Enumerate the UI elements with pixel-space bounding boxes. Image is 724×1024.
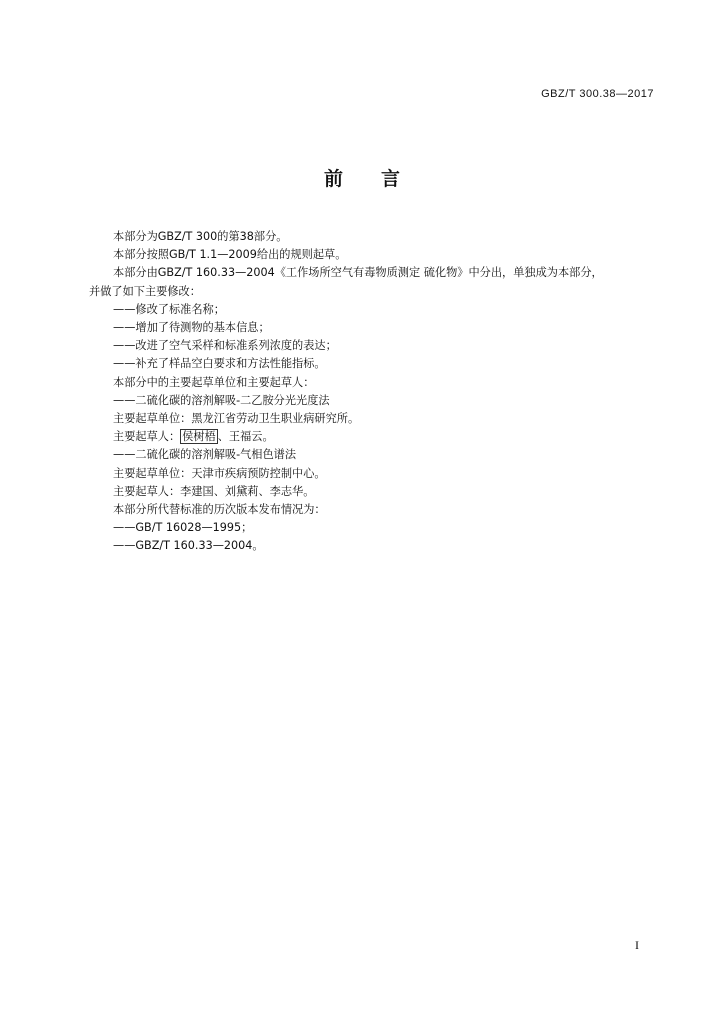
standard-number: GBZ/T 300.38—2017 [541,88,654,100]
list-item: ——GB/T 16028—1995； [113,521,253,535]
list-item: ——二硫化碳的溶剂解吸-气相色谱法 [113,448,297,462]
page-number: I [635,938,639,952]
list-item: ——改进了空气采样和标准系列浓度的表达； [113,339,337,353]
paragraph-continuation: 并做了如下主要修改： [89,284,201,298]
paragraph: 主要起草单位：黑龙江省劳动卫生职业病研究所。 [113,412,360,426]
page-title: 前言 [323,168,438,190]
paragraph: 本部分所代替标准的历次版本发布情况为： [113,503,326,517]
list-item: ——修改了标准名称； [113,302,225,316]
document-body [89,228,669,556]
list-item: ——二硫化碳的溶剂解吸-二乙胺分光光度法 [113,393,330,407]
drafters-label: 主要起草人： [113,430,181,444]
paragraph: 主要起草单位：天津市疾病预防控制中心。 [113,466,326,480]
paragraph: 本部分由GBZ/T 160.33—2004《工作场所空气有毒物质测定 硫化物》中分出，单独成为本部分， [113,266,603,280]
drafters-line [89,428,669,446]
highlighted-name[interactable]: 侯树梧 [182,430,216,444]
list-item: ——增加了待测物的基本信息； [113,321,270,335]
paragraph: 本部分中的主要起草单位和主要起草人： [113,375,315,389]
paragraph: 本部分为GBZ/T 300的第38部分。 [113,230,288,243]
list-item: ——补充了样品空白要求和方法性能指标。 [113,357,326,371]
paragraph: 主要起草人：李建国、刘黛莉、李志华。 [113,484,315,498]
drafters-rest: 、王福云。 [217,430,274,444]
list-item: ——GBZ/T 160.33—2004。 [113,539,264,553]
paragraph: 本部分按照GB/T 1.1—2009给出的规则起草。 [113,248,347,262]
